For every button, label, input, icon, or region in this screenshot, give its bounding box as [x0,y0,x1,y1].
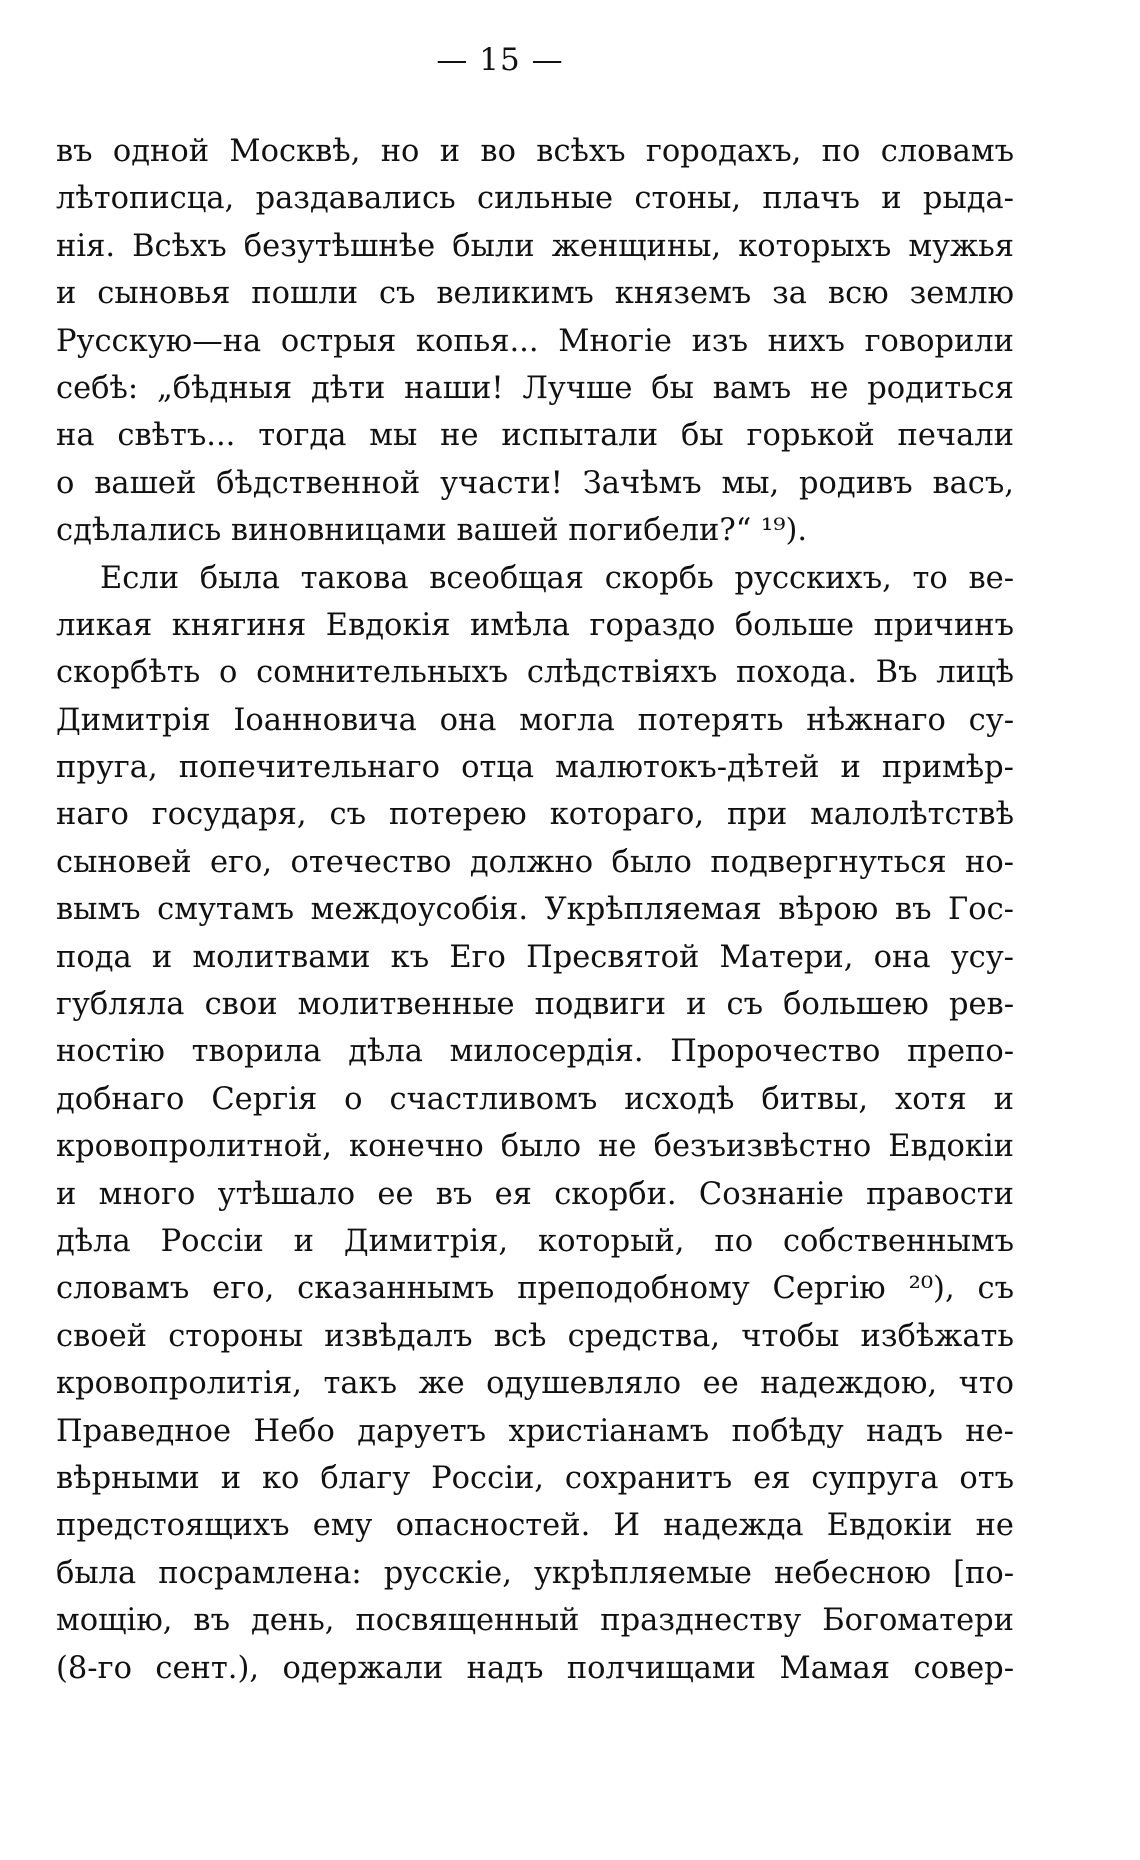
text-line: и сыновья пошли съ великимъ княземъ за всю землю [56,276,1014,312]
text-line: сыновей его, отечество должно было подвергнуться но- [56,844,1014,880]
text-line: ностію творила дѣла милосердія. Пророчество препо- [56,1034,1014,1070]
text-line: была посрамлена: русскіе, укрѣпляемые небесною [по- [56,1555,1014,1591]
text-line: Праведное Небо даруетъ христіанамъ побѣду надъ не- [56,1413,1014,1449]
text-line: вымъ смутамъ междоусобія. Укрѣпляемая вѣрою въ Гос- [56,892,1014,928]
text-line: (8-го сент.), одержали надъ полчищами Мамая совер- [56,1650,1014,1686]
text-line: сдѣлались виновницами вашей погибели?“ ¹⁹). [56,513,808,549]
text-line: пруга, попечительнаго отца малютокъ-дѣтей и примѣр- [56,750,1014,786]
text-line: предстоящихъ ему опасностей. И надежда Евдокіи не [56,1508,1014,1544]
text-line: губляла свои молитвенные подвиги и съ большею рев- [56,987,1014,1023]
text-line: Димитрія Іоанновича она могла потерять нѣжнаго су- [56,702,1014,738]
text-line: ликая княгиня Евдокія имѣла гораздо больше причинъ [56,607,1014,643]
text-line: своей стороны извѣдалъ всѣ средства, чтобы избѣжать [56,1318,1014,1354]
text-line: вѣрными и ко благу Россіи, сохранитъ ея супруга отъ [56,1460,1014,1496]
text-line: словамъ его, сказаннымъ преподобному Сергію ²⁰), съ [56,1271,1014,1307]
paragraph-1 [56,128,1014,555]
text-line: о вашей бѣдственной участи! Зачѣмъ мы, родивъ васъ, [56,465,1014,501]
page-number: — 15 — [436,42,564,78]
text-line: мощію, въ день, посвященный празднеству Богоматери [56,1603,1014,1639]
text-line: дѣла Россіи и Димитрія, который, по собственнымъ [56,1223,1014,1259]
text-line: добнаго Сергія о счастливомъ исходѣ битвы, хотя и [56,1081,1014,1117]
text-line: Русскую—на острыя копья... Многіе изъ нихъ говорили [56,323,1014,359]
text-line: въ одной Москвѣ, но и во всѣхъ городахъ, по словамъ [56,134,1014,169]
text-line: наго государя, съ потерею котораго, при малолѣтствѣ [56,797,1014,833]
text-line: кровопролитія, такъ же одушевляло ее надеждою, что [56,1366,1014,1402]
text-line: пода и молитвами къ Его Пресвятой Матери, она усу- [56,939,1014,975]
text-line: себѣ: „бѣдныя дѣти наши! Лучше бы вамъ не родиться [56,370,1014,406]
paragraph-2 [56,555,1014,1692]
text-line: на свѣтъ... тогда мы не испытали бы горькой печали [56,418,1014,454]
text-line: Если была такова всеобщая скорбь русскихъ, то ве- [100,560,1014,596]
text-line: лѣтописца, раздавались сильные стоны, плачъ и рыда- [56,181,1014,217]
text-line: кровопролитной, конечно было не безъизвѣстно Евдокіи [56,1129,1014,1165]
body-text [56,128,1014,1692]
text-line: скорбѣть о сомнительныхъ слѣдствіяхъ похода. Въ лицѣ [56,655,1014,691]
text-line: нія. Всѣхъ безутѣшнѣе были женщины, которыхъ мужья [56,228,1014,264]
text-line: и много утѣшало ее въ ея скорби. Сознаніе правости [56,1176,1014,1212]
